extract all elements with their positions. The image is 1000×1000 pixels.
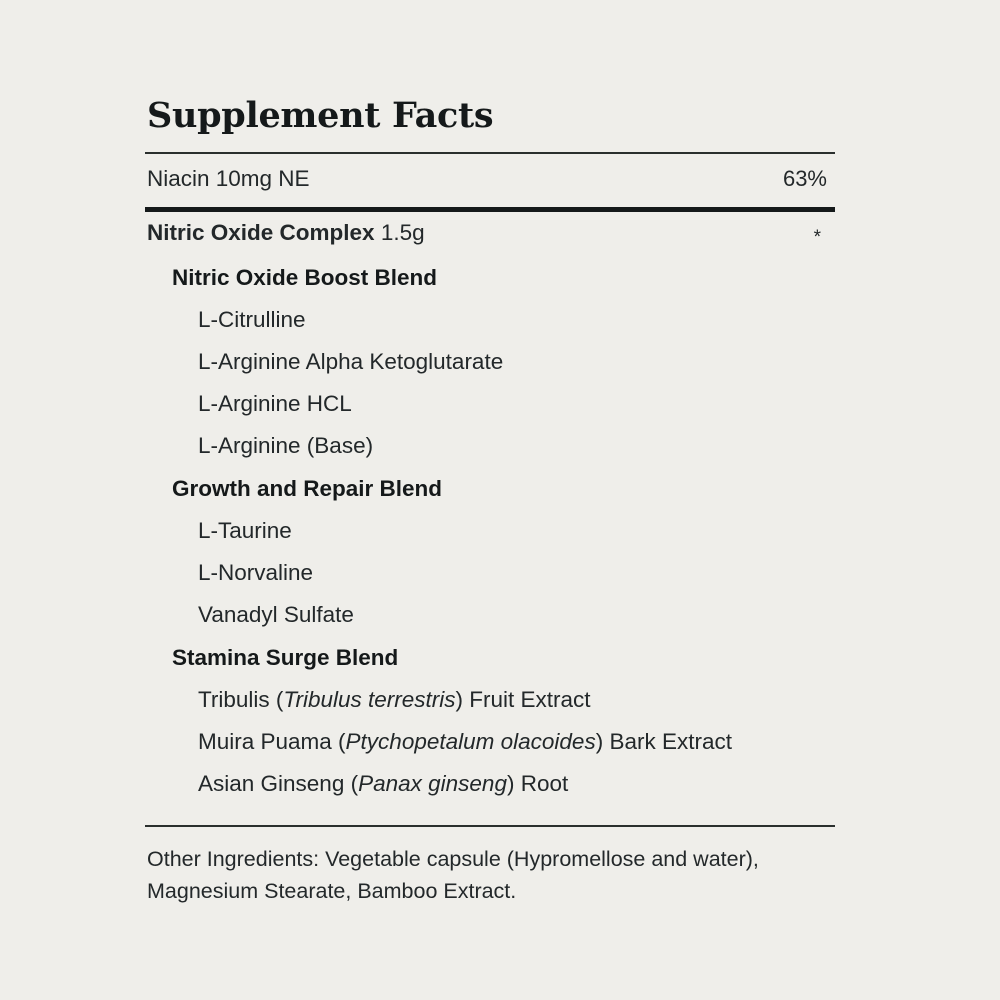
ingredient-row [145,544,835,586]
ingredient-row [145,713,835,755]
ingredient-suffix: ) Bark Extract [595,729,732,754]
ingredient-text: Muira Puama ( [198,729,346,754]
ingredient-suffix: ) Root [506,771,569,796]
ingredient-row [145,333,835,375]
blend-heading: Stamina Surge Blend [172,645,399,670]
complex-name-bold: Nitric Oxide Complex [147,219,375,245]
blend-heading: Nitric Oxide Boost Blend [172,265,438,290]
ingredient-text: L-Arginine Alpha Ketoglutarate [198,349,504,374]
ingredient-row [145,586,835,628]
complex-amount: 1.5g [374,219,425,245]
blend-group-0 [145,248,835,459]
complex-row [145,212,835,249]
ingredient-latin-name: Panax ginseng [358,771,507,796]
ingredient-row [145,755,835,797]
ingredient-text: L-Taurine [198,518,292,543]
ingredient-latin-name: Tribulus terrestris [283,687,456,712]
ingredient-text: L-Norvaline [198,560,314,585]
other-ingredients: Other Ingredients: Vegetable capsule (Hypromellose and water), Magnesium Stearate, Bamboo Extract. [147,847,759,904]
ingredient-text: Vanadyl Sulfate [198,602,354,627]
ingredient-text: L-Citrulline [198,307,306,332]
blend-heading: Growth and Repair Blend [172,476,443,501]
ingredient-latin-name: Ptychopetalum olacoides [345,729,596,754]
ingredient-text: L-Arginine (Base) [198,433,374,458]
ingredient-row [145,502,835,544]
nutrient-daily-value: 63% [782,166,827,191]
ingredient-text: Tribulis ( [198,687,284,712]
nutrient-name: Niacin 10mg NE [147,166,310,191]
page-title: Supplement Facts [147,95,494,136]
ingredient-row [145,375,835,417]
ingredient-suffix: ) Fruit Extract [455,687,591,712]
ingredient-text: Asian Ginseng ( [198,771,359,796]
supplement-facts-panel [145,95,835,908]
blend-group-1 [145,459,835,628]
ingredient-row [145,671,835,713]
spacer [145,797,835,825]
blend-group-2 [145,628,835,797]
complex-name [147,219,425,245]
ingredient-row [145,417,835,459]
ingredient-text: L-Arginine HCL [198,391,352,416]
nutrient-row [145,154,835,207]
ingredient-row [145,291,835,333]
complex-daily-value: * [813,226,821,248]
